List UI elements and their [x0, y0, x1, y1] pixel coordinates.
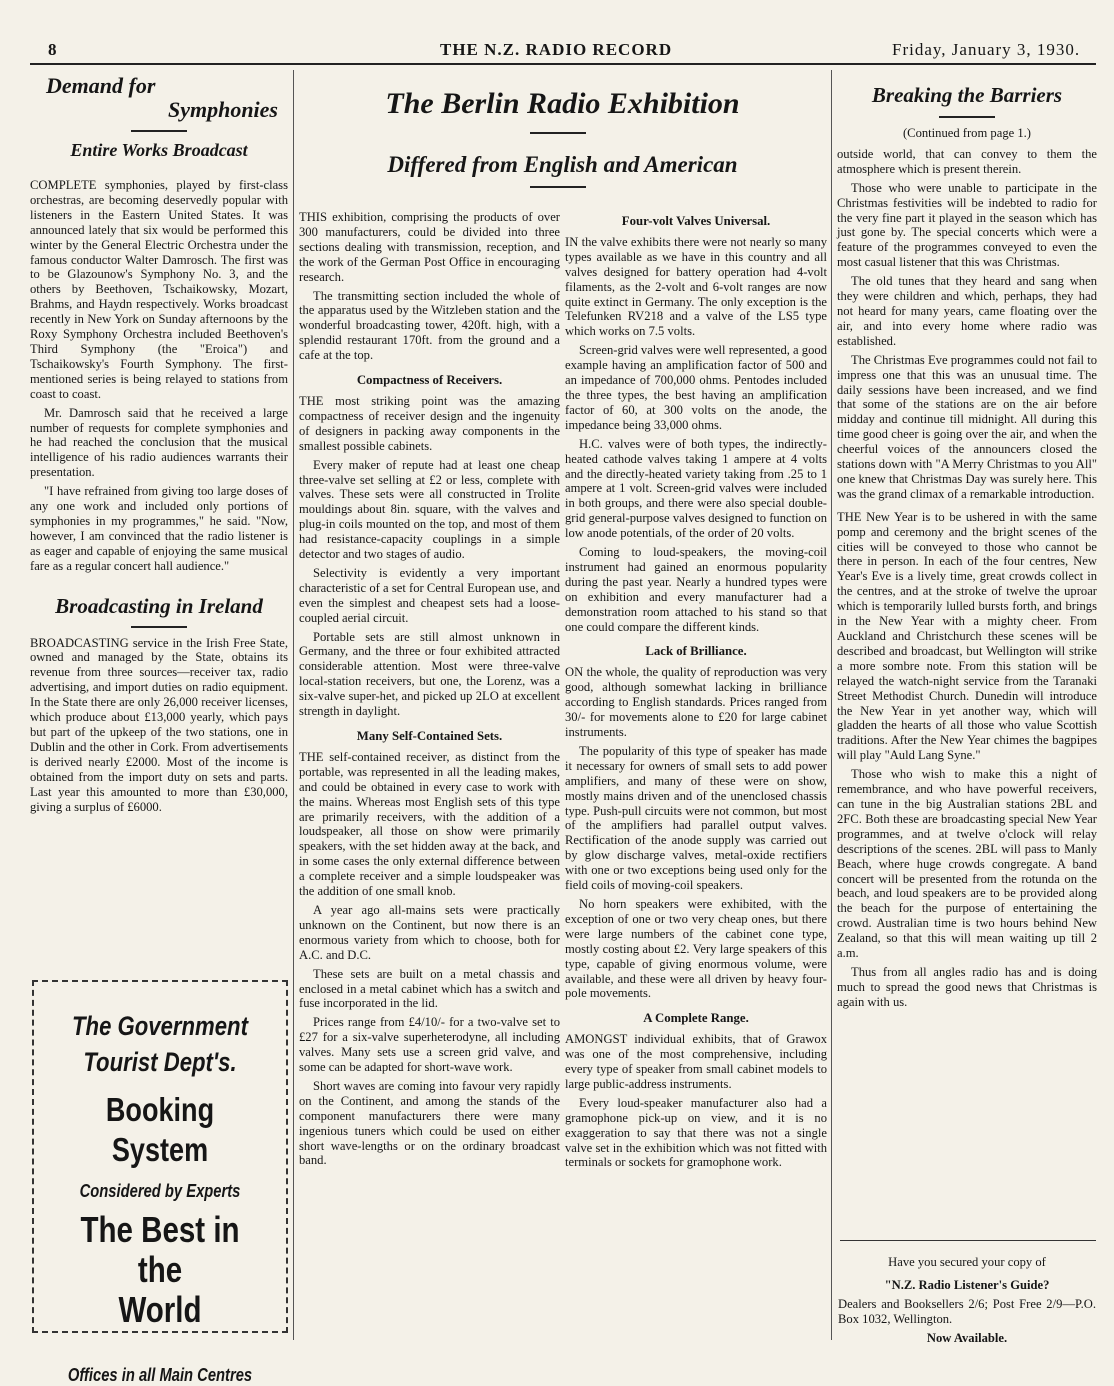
column-berlin-2 — [565, 210, 827, 1174]
paragraph: The old tunes that they heard and sang when they were children and which, perhaps, they had not heard for many years, came floating over the air, and into every home where radio was established. — [837, 274, 1097, 348]
continued-note: (Continued from page 1.) — [902, 126, 1031, 140]
page-number: 8 — [48, 40, 58, 59]
listeners-guide-notice — [838, 1255, 1096, 1346]
tourist-dept-advertisement — [32, 980, 288, 1385]
ad-line: The Best in the — [80, 1209, 240, 1290]
paragraph: The transmitting section included the whole of the apparatus used by the Witzleben station and the wonderful broadcasting tower, 420ft. high, with a splendid restaurant 170ft. from the ground and a cafe at the top. — [299, 288, 560, 363]
masthead-rule — [30, 63, 1096, 65]
paragraph: AMONGST individual exhibits, that of Grawox was one of the most comprehensive, including every type of speaker from small cabinet models to large public-address instruments. — [565, 1032, 827, 1091]
paragraph: Mr. Damrosch said that he received a large number of requests for complete symphonies and he had reached the conclusion that the musical intelligence of his radio audiences warrants their presentation. — [30, 405, 288, 480]
notice-rule — [840, 1240, 1096, 1241]
notice-line: Dealers and Booksellers 2/6; Post Free 2/9—P.O. Box 1032, Wellington. — [838, 1297, 1096, 1326]
paragraph: Selectivity is evidently a very important characteristic of a set for Central European use, and even the simplest and cheapest sets had a loose-coupled aerial circuit. — [299, 565, 560, 625]
paragraph: Every loud-speaker manufacturer also had a gramophone pick-up on view, and it is no exaggeration to say that there was not a single valve set in the exhibition which was not fitted with terminals or sockets for gramophone work. — [565, 1095, 827, 1170]
notice-line: Have you secured your copy of — [888, 1255, 1046, 1269]
short-rule — [131, 626, 187, 628]
subhead-berlin: Differed from English and American — [387, 152, 738, 177]
paragraph: Prices range from £4/10/- for a two-valve set to £27 for a six-valve superheterodyne, all including valves. Many sets use a screen grid valve, and some can be adapted for short-wave work. — [299, 1015, 560, 1075]
column-divider — [293, 70, 294, 1340]
short-rule — [939, 116, 995, 118]
section-heading: Lack of Brilliance. — [645, 644, 747, 659]
paragraph: Those who were unable to participate in the Christmas festivities will be indebted to radio for the very fine part it played in the season which has just gone by. The special concerts which were a feature of the programmes conveyed to even the most casual listener that this was Christmas. — [837, 180, 1097, 270]
column-barriers — [837, 82, 1097, 1014]
paragraph: THIS exhibition, comprising the products of over 300 manufacturers, could be divided into three sections dealing with transmission, reception, and the work of the German Post Office in encouraging research. — [299, 210, 560, 284]
paragraph: No horn speakers were exhibited, with the exception of one or two very cheap ones, but there were large numbers of the cabinet cone type, mostly costing about £2. Very large speakers of this type, capable of giving enormous volume, were available, and these were all driven by heavy four-pole movements. — [565, 896, 827, 1001]
section-heading: A Complete Range. — [643, 1011, 749, 1026]
paragraph: Those who wish to make this a night of remembrance, and who have powerful receivers, can tune in the big Australian stations 2BL and 2FC. Both these are broadcasting special New Year programmes, and at twelve o'clock will relay descriptions of the scenes. 2BL will pass to Manly Beach, where huge crowds congregate. A band concert will be presented from the rotunda on the beach, and loud speakers are to be provided along the beach for the purpose of entertaining the crowd. Australian time is two hours behind New Zealand, so that this will mean waiting up till 2 a.m. — [837, 767, 1097, 961]
ad-line: Booking System — [105, 1091, 215, 1168]
paragraph: "I have refrained from giving too large doses of any one work and included only portions of symphonies in my programmes," he said. "Now, however, I am convinced that the radio listener is as eager and capable of enjoying the same musical fare as a regular concert hall audience." — [30, 484, 288, 573]
section-heading: Four-volt Valves Universal. — [621, 214, 771, 228]
headline-demand: Demand for — [46, 73, 156, 98]
section-heading: Compactness of Receivers. — [356, 373, 503, 388]
paragraph: Every maker of repute had at least one cheap three-valve set selling at £2 or less, complete with valves. These sets were all constructed in Trolite mouldings about 8in. square, with the valves and plug-in coils mounted on the top, and most of them had resistance-capacity couplings in a simple detector and two stages of audio. — [299, 457, 560, 562]
issue-date: Friday, January 3, 1930. — [892, 40, 1081, 59]
paragraph: Coming to loud-speakers, the moving-coil instrument had gained an enormous popularity during the past year. Nearly a hundred types were on exhibition and every manufacturer had a demonstration room attached to his stand so that one could compare the different kinds. — [565, 545, 827, 634]
headline-berlin: The Berlin Radio Exhibition — [385, 87, 740, 120]
paragraph: THE most striking point was the amazing compactness of receiver design and the ingenuity of designers in packing away components in the smallest possible cabinets. — [299, 393, 560, 453]
paragraph: Short waves are coming into favour very rapidly on the Continent, and among the stands of the component manufacturers there were many ingenious tuners which could be used on either short wave-lengths or on the ordinary broadcast band. — [299, 1078, 560, 1168]
paragraph: Thus from all angles radio has and is doing much to spread the good news that Christmas is again with us. — [837, 964, 1097, 1009]
paragraph: The Christmas Eve programmes could not fail to impress one that this was an unusual time. The daily sessions have been increased, and we find that some of the stations are on the air before midday and continue till midnight. All during this time good cheer is going over the air, and when the cheerful voices of the announcers closed the stations down with "A Merry Christmas to you All" one knew that Christmas Day was surely here. This was the grand climax of a remarkable introduction. — [837, 352, 1097, 501]
column-divider — [831, 70, 832, 1340]
short-rule — [131, 130, 187, 132]
paragraph: IN the valve exhibits there were not nearly so many types available as we have in this country and all valves designed for battery operation had 4-volt filaments, as the 2-volt and 6-volt ranges are now quite extinct in Germany. The only exception is the Telefunken RV218 and a valve of the LS5 type which works on 7.5 volts. — [565, 234, 827, 339]
paragraph: outside world, that can convey to them the atmosphere which is present therein. — [837, 146, 1097, 176]
masthead: THE N.Z. RADIO RECORD — [440, 40, 673, 59]
ad-line: Offices in all Main Centres — [67, 1365, 253, 1385]
paragraph: BROADCASTING service in the Irish Free State, owned and managed by the State, obtains its revenue from three sources—receiver tax, radio advertising, and import duties on radio equipment. In the State there are only 26,000 receiver licenses, which produce about £13,000 yearly, which pays but part of the upkeep of the two stations, one in Dublin and the other in Cork. From advertisements is derived nearly £2000. Most of the income is obtained from the import duty on sets and parts. Last year this amounted to more than £30,000, giving a surplus of £6000. — [30, 635, 288, 814]
paragraph: COMPLETE symphonies, played by first-class orchestras, are becoming deservedly popular with listeners in the Eastern United States. It was announced lately that six would be performed this winter by the General Electric Orchestra under the famous conductor Walter Damrosch. The first was to be Glazounow's Symphony No. 3, and the others by Beethoven, Tschaikowsky, Mozart, Brahms, and Haydn respectively. Works broadcast recently in New York on Sunday afternoons by the Roxy Symphony Orchestra included Beethoven's Third Symphony (the "Eroica") and Tschaikowsky's Fourth Symphony. The first-mentioned series is being relayed to stations from coast to coast. — [30, 178, 288, 401]
paragraph: Screen-grid valves were well represented, a good example having an amplification factor of 500 and an impedance of 700,000 ohms. Pentodes included the three types, the best having an amplification factor of 60, at 300 volts on the anode, the impedance being 33,000 ohms. — [565, 343, 827, 432]
section-heading: Many Self-Contained Sets. — [356, 729, 503, 743]
ad-line: World — [118, 1289, 202, 1330]
notice-line: Now Available. — [926, 1331, 1008, 1345]
paragraph: Portable sets are still almost unknown in Germany, and the three or four exhibited attracted considerable attention. Most were three-valve local-station receivers, but one, the Lorenz, was a six-valve super-het, and picked up 2LO at excellent strength in daylight. — [299, 629, 560, 719]
paragraph: THE New Year is to be ushered in with the same pomp and ceremony and the bright scenes of the cities will be conveyed to those who cannot be there in person. In each of the four centres, New Year's Eve is a lively time, great crowds collect in the centres, and at the stroke of twelve the uproar which is temporarily lulled bursts forth, and brings in the New Year with a mighty cheer. From Auckland and Christchurch these scenes will be described and broadcast, but Wellington will strike a more sombre note. From this station will be relayed the watch-night service from the Taranaki Street Methodist Church. Dunedin will introduce the New Year in yet another way, which will gladden the hearts of all those who value Scottish traditions. After the New Year chimes the bagpipes will play "Auld Lang Syne." — [837, 509, 1097, 763]
paragraph: A year ago all-mains sets were practically unknown on the Continent, but now there is an enormous variety from which to choose, both for A.C. and D.C. — [299, 902, 560, 962]
paragraph: H.C. valves were of both types, the indirectly-heated cathode valves taking 1 ampere at 4 volts and the directly-heated variety taking from .25 to 1 ampere at 1 volt. Screen-grid valves were included in both groups, and there were also special double-grid general-purpose valves designed to function on low anode potentials, of the order of 20 volts. — [565, 436, 827, 541]
short-rule — [530, 132, 586, 134]
column-symphonies — [30, 74, 288, 818]
headline-broadcasting-ireland: Broadcasting in Ireland — [55, 593, 263, 618]
column-berlin-1 — [299, 210, 560, 1172]
short-rule — [530, 186, 586, 188]
paragraph: ON the whole, the quality of reproduction was very good, although somewhat lacking in brilliance according to English standards. Prices ranged from 30/- for movements alone to £20 for large cabinet instruments. — [565, 665, 827, 739]
ad-line: The Government — [72, 1011, 248, 1041]
ad-line: Tourist Dept's. — [83, 1047, 237, 1077]
paragraph: These sets are built on a metal chassis and enclosed in a metal cabinet which has a switch and fuse incorporated in the lid. — [299, 966, 560, 1011]
headline-symphonies: Symphonies — [167, 97, 278, 122]
paragraph: The popularity of this type of speaker has made it necessary for owners of small sets to add power amplifiers, and many of these were on show, mostly mains driven and of the unenclosed chassis type. Push-pull circuits were not common, but most of the amplifiers had parallel output valves. Rectification of the anode supply was carried out by glow discharge valves, metal-oxide rectifiers with one or two exceptions being used only for the field coils of moving-coil speakers. — [565, 743, 827, 893]
paragraph: THE self-contained receiver, as distinct from the portable, was represented in all the leading makes, and could be obtained in every case to work with the mains. Whereas most English sets of this type are primarily receivers, with the addition of a loudspeaker, all those on show were primarily speakers, with the set hidden away at the back, and in some cases the only external difference between a complete receiver and a simple loudspeaker was the addition of one small knob. — [299, 749, 560, 899]
headline-breaking-barriers: Breaking the Barriers — [871, 83, 1063, 107]
ad-line: Considered by Experts — [79, 1181, 241, 1201]
subhead-entire-works: Entire Works Broadcast — [70, 140, 248, 160]
notice-line: "N.Z. Radio Listener's Guide? — [884, 1278, 1050, 1292]
